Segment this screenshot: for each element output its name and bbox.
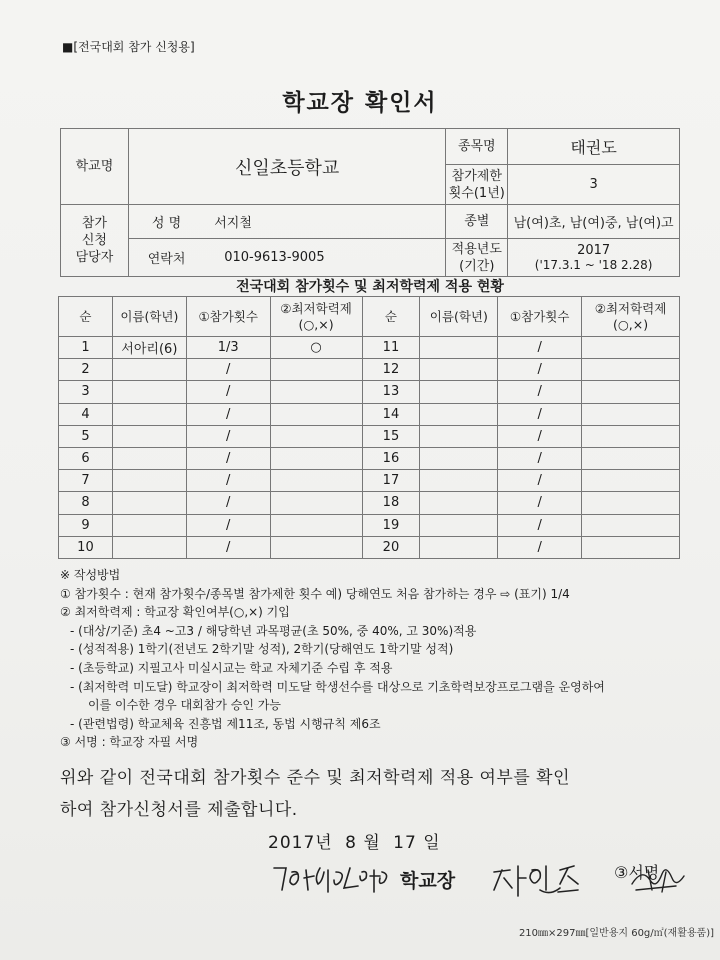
status-cell-name: [112, 403, 186, 425]
status-cell-count: /: [186, 381, 270, 403]
status-cell-mark: [582, 514, 680, 536]
status-cell-count: /: [498, 514, 582, 536]
status-cell-no: 8: [59, 492, 113, 514]
notes-heading: ※ 작성방법: [60, 568, 121, 582]
status-cell-mark: [582, 492, 680, 514]
principal-signature-handwriting: [488, 860, 588, 902]
status-cell-mark: [270, 514, 362, 536]
note-3: ③ 서명 : 학교장 자필 서명: [60, 735, 199, 750]
closing-line-1: 위와 같이 전국대회 참가횟수 준수 및 최저학력제 적용 여부를 확인: [60, 768, 571, 788]
info-table: [60, 128, 680, 277]
status-cell-count: /: [186, 470, 270, 492]
status-cell-count: /: [186, 425, 270, 447]
name-value: 서지철: [204, 205, 446, 239]
status-cell-name: [420, 381, 498, 403]
school-value: 신일초등학교: [128, 129, 445, 205]
status-cell-mark: [582, 403, 680, 425]
status-cell-mark: [582, 470, 680, 492]
note-2: ② 최저학력제 : 학교장 확인여부(○,×) 기입: [60, 605, 290, 620]
category-value: 남(여)초, 남(여)중, 남(여)고: [508, 205, 680, 239]
submission-date: [268, 828, 447, 853]
status-cell-name: [112, 425, 186, 447]
table-row: [59, 470, 680, 492]
status-cell-no: 9: [59, 514, 113, 536]
status-cell-count: /: [498, 447, 582, 469]
status-cell-name: 서아리(6): [112, 337, 186, 359]
status-cell-name: [420, 425, 498, 447]
date-month: 8 월: [345, 833, 381, 853]
status-cell-no: 19: [362, 514, 420, 536]
status-cell-mark: [582, 359, 680, 381]
status-cell-count: /: [498, 470, 582, 492]
form-tag: ■[전국대회 참가 신청용]: [62, 40, 195, 54]
status-cell-name: [112, 514, 186, 536]
status-cell-name: [420, 470, 498, 492]
limit-label: 참가제한 횟수(1년): [446, 165, 508, 205]
status-cell-no: 12: [362, 359, 420, 381]
school-label: 학교명: [61, 129, 129, 205]
header-no: 순: [59, 297, 113, 337]
status-cell-no: 2: [59, 359, 113, 381]
status-cell-name: [420, 403, 498, 425]
status-cell-name: [420, 447, 498, 469]
status-cell-count: /: [186, 514, 270, 536]
category-label: 종별: [446, 205, 508, 239]
note-2b: - (성적적용) 1학기(전년도 2학기말 성적), 2학기(당해연도 1학기말 성적): [70, 642, 454, 657]
status-cell-no: 13: [362, 381, 420, 403]
status-cell-count: /: [186, 492, 270, 514]
header-mark: ②최저학력제 (○,×): [582, 297, 680, 337]
header-no: 순: [362, 297, 420, 337]
contact-label: 연락처: [128, 239, 204, 277]
header-name: 이름(학년): [420, 297, 498, 337]
period-value: ('17.3.1 ~ '18 2.28): [534, 258, 653, 272]
status-cell-name: [112, 470, 186, 492]
table-row: [59, 514, 680, 536]
status-cell-name: [112, 447, 186, 469]
closing-statement: [60, 762, 700, 826]
status-header-row: [59, 297, 680, 337]
status-cell-mark: [270, 470, 362, 492]
status-cell-name: [112, 381, 186, 403]
status-cell-name: [112, 536, 186, 558]
status-cell-name: [420, 514, 498, 536]
status-cell-no: 20: [362, 536, 420, 558]
status-cell-no: 1: [59, 337, 113, 359]
status-cell-no: 7: [59, 470, 113, 492]
note-2a: - (대상/기준) 초4 ~고3 / 해당학년 과목평균(초 50%, 중 40%, 고 30%)적용: [70, 623, 477, 638]
status-cell-no: 4: [59, 403, 113, 425]
paper-spec-footer: 210㎜×297㎜[일반용지 60g/㎡(재활용품)]: [518, 928, 714, 939]
status-cell-no: 14: [362, 403, 420, 425]
status-cell-mark: [270, 403, 362, 425]
year-value: 2017: [577, 243, 611, 258]
status-cell-count: /: [498, 536, 582, 558]
status-cell-count: /: [498, 425, 582, 447]
table-row: [59, 337, 680, 359]
status-cell-mark: [270, 492, 362, 514]
status-cell-mark: [582, 381, 680, 403]
note-2d-cont: 이를 이수한 경우 대회참가 승인 가능: [88, 698, 281, 713]
status-cell-count: /: [498, 381, 582, 403]
status-table: [58, 296, 680, 559]
status-cell-no: 18: [362, 492, 420, 514]
status-cell-mark: [270, 425, 362, 447]
status-cell-mark: [270, 536, 362, 558]
status-cell-mark: [270, 447, 362, 469]
status-cell-count: /: [186, 447, 270, 469]
status-cell-mark: [270, 359, 362, 381]
table-row: [59, 403, 680, 425]
note-2e: - (관련법령) 학교체육 진흥법 제11조, 동법 시행규칙 제6조: [70, 716, 381, 731]
table-row: [59, 425, 680, 447]
status-cell-count: /: [186, 359, 270, 381]
status-cell-no: 15: [362, 425, 420, 447]
table-row: [59, 447, 680, 469]
status-cell-mark: [582, 425, 680, 447]
status-cell-mark: [582, 536, 680, 558]
status-cell-count: /: [498, 337, 582, 359]
school-signature-handwriting: [270, 862, 396, 896]
status-cell-count: /: [186, 403, 270, 425]
year-cell: [508, 239, 680, 277]
status-cell-mark: [582, 337, 680, 359]
name-label: 성 명: [128, 205, 204, 239]
document-title: 학교장 확인서: [282, 90, 438, 116]
limit-value: 3: [508, 165, 680, 205]
instructions: [60, 566, 700, 752]
seal-signature-scrawl: [628, 864, 688, 898]
sport-label: 종목명: [446, 129, 508, 165]
table-row: [59, 381, 680, 403]
status-cell-no: 17: [362, 470, 420, 492]
status-cell-name: [420, 492, 498, 514]
status-cell-count: /: [498, 403, 582, 425]
principal-label: 학교장: [400, 870, 456, 892]
header-mark: ②최저학력제 (○,×): [270, 297, 362, 337]
status-cell-no: 11: [362, 337, 420, 359]
status-cell-count: /: [186, 536, 270, 558]
table-row: [59, 492, 680, 514]
closing-line-2: 하여 참가신청서를 제출합니다.: [60, 800, 298, 820]
status-cell-name: [420, 359, 498, 381]
status-cell-no: 16: [362, 447, 420, 469]
header-count: ①참가횟수: [186, 297, 270, 337]
date-year: 2017년: [268, 833, 333, 853]
status-cell-no: 3: [59, 381, 113, 403]
status-title: 전국대회 참가횟수 및 최저학력제 적용 현황: [236, 279, 504, 295]
header-count: ①참가횟수: [498, 297, 582, 337]
status-cell-no: 6: [59, 447, 113, 469]
status-cell-count: /: [498, 492, 582, 514]
header-name: 이름(학년): [112, 297, 186, 337]
status-cell-no: 5: [59, 425, 113, 447]
status-cell-mark: [582, 447, 680, 469]
note-2c: - (초등학교) 지필고사 미실시교는 학교 자체기준 수립 후 적용: [70, 660, 393, 675]
note-1: ① 참가횟수 : 현재 참가횟수/종목별 참가제한 횟수 예) 당해연도 처음 참가하는 경우 ⇨ (표기) 1/4: [60, 586, 570, 601]
contact-value: 010-9613-9005: [204, 239, 446, 277]
status-cell-name: [112, 359, 186, 381]
status-cell-name: [420, 536, 498, 558]
date-day: 17 일: [393, 833, 441, 853]
status-cell-no: 10: [59, 536, 113, 558]
status-cell-mark: ○: [270, 337, 362, 359]
status-cell-count: 1/3: [186, 337, 270, 359]
table-row: [59, 536, 680, 558]
status-cell-name: [112, 492, 186, 514]
status-cell-mark: [270, 381, 362, 403]
status-cell-name: [420, 337, 498, 359]
note-2d: - (최저학력 미도달) 학교장이 최저학력 미도달 학생선수를 대상으로 기초학력보장프로그램을 운영하여: [70, 679, 605, 694]
status-cell-count: /: [498, 359, 582, 381]
table-row: [59, 359, 680, 381]
signature-mark-label: ③서명: [614, 863, 660, 882]
applicant-label: 참가 신청 담당자: [61, 205, 129, 277]
year-label: 적용년도 (기간): [446, 239, 508, 277]
sport-value: 태권도: [508, 129, 680, 165]
